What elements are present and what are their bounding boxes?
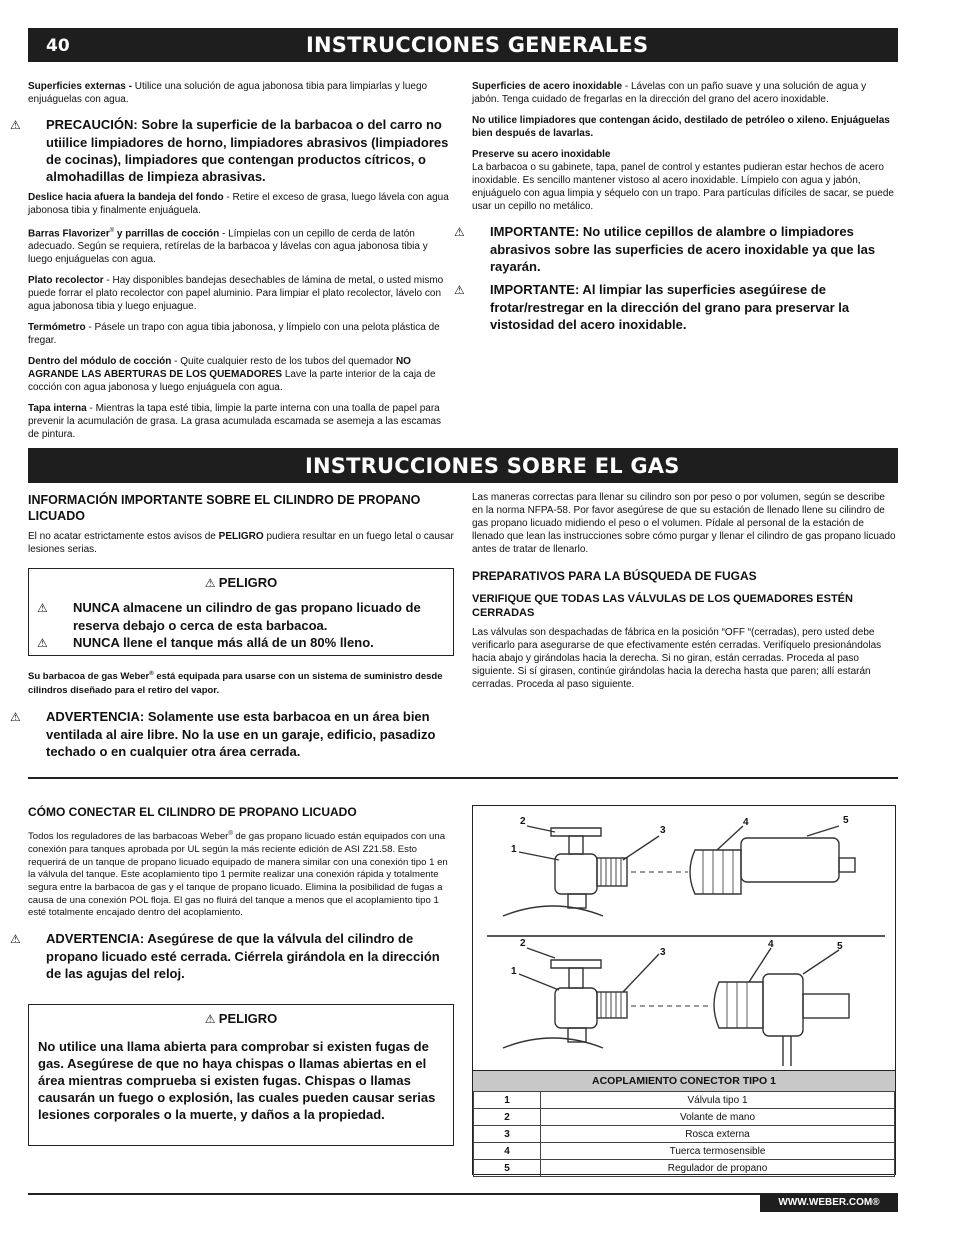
legend-row [474, 1143, 895, 1160]
page-number: 40 [46, 36, 70, 56]
danger-item-fill: ⚠ NUNCA llene el tanque más allá de un 80% lleno. [37, 635, 374, 650]
callout-5-bottom: 5 [837, 941, 843, 952]
general-right-column [454, 80, 896, 333]
valve-body-2 [555, 988, 597, 1028]
bottom-tray-paragraph: Deslice hacia afuera la bandeja del fondo - Retire el exceso de grasa, luego lávela con agua jabonosa tibia y finalmente enjuáguela. [28, 192, 449, 216]
warning-triangle-icon: ⚠ [37, 636, 48, 650]
legend-number: 3 [474, 1126, 541, 1143]
warning-triangle-icon: ⚠ [454, 283, 465, 297]
handwheel-1 [551, 828, 601, 836]
preserve-heading: Preserve su acero inoxidable [472, 149, 611, 160]
tank-top-curve-1 [503, 906, 603, 916]
leader-4-top [717, 826, 743, 850]
legend-table [473, 1091, 895, 1177]
cooking-box-paragraph: Dentro del módulo de cocción - Quite cualquier resto de los tubos del quemador NO AGRANDE LAS ABERTURAS DE LOS QUEMADORES Lave la parte interior de la caja de cocción con agua jabonosa y luego enjuáguela con agua. [28, 356, 436, 394]
tank-top-curve-2 [503, 1038, 603, 1048]
thermometer-paragraph: Termómetro - Pásele un trapo con agua tibia jabonosa, y límpielo con una pelota plástica de fregar. [28, 322, 440, 347]
stainless-paragraph: Superficies de acero inoxidable - Lávelas con un paño suave y una solución de agua y jabón. Tenga cuidado de fregarlas en la dirección del grano del acero inoxidable. [472, 81, 867, 105]
legend-row [474, 1126, 895, 1143]
valve-stem-1 [569, 836, 583, 854]
warning-triangle-icon: ⚠ [454, 225, 465, 239]
section-divider [28, 777, 898, 779]
callout-1-bottom: 1 [511, 966, 517, 977]
legend-title [473, 1070, 895, 1092]
warning-triangle-icon: ⚠ [10, 710, 21, 725]
callout-3-bottom: 3 [660, 947, 666, 958]
warning-triangle-icon: ⚠ [204, 576, 219, 590]
legend-table-wrap [473, 1091, 895, 1177]
legend-number: 5 [474, 1160, 541, 1177]
callout-2-top: 2 [520, 816, 526, 827]
footer-url-box [760, 1194, 898, 1212]
danger-item-storage: ⚠ NUNCA almacene un cilindro de gas propano licuado de reserva debajo o cerca de esta barbacoa. [37, 600, 421, 633]
thread-1 [597, 858, 627, 886]
danger-title-flame: ⚠ PELIGRO [204, 1011, 278, 1026]
legend-label: Rosca externa [541, 1126, 895, 1143]
drip-tray-paragraph: Plato recolector - Hay disponibles bandejas desechables de lámina de metal, o usted mismo puede forrar el plato recolector con papel aluminio. Para limpiar el plato recolector, lávelo con agua jabonosa tibia y luego enjuague. [28, 275, 444, 313]
valve-closed-warning: ⚠ ADVERTENCIA: Asegúrese de que la válvula del cilindro de propano licuado esté cerrada. Ciérrela girándola en la dirección de las agujas del reloj. [10, 931, 440, 982]
legend-number: 4 [474, 1143, 541, 1160]
flavorizer-bars-paragraph: Barras Flavorizer® y parrillas de cocción - Límpielas con un cepillo de cerda de latón adecuado. Según se requiera, retírelas de la barbacoa y lávelas con agua jabonosa tibia y luego enjuáguelas con agua. [28, 228, 428, 266]
warning-triangle-icon: ⚠ [37, 601, 48, 615]
caution-notice: ⚠ PRECAUCIÓN: Sobre la superficie de la barbacoa o del carro no utiilice limpiadores de horno, limpiadores abrasivos (limpiadores de cocinas), limpiadores que contengan productos cítricos, o almohadillas de limpieza abrasivas. [10, 117, 449, 184]
connect-paragraph: Todos los reguladores de las barbacoas Weber® de gas propano licuado están equipados con una conexión para tanques aprobada por UL según la más reciente edición de ASI Z21.58. Esto requerirá de un tanque de propano licuado equipado de manera similar con una conexión tipo 1 en la válvula del tanque. Este acoplamiento tipo 1 permite realizar una conexión rápida y totalmente segura entre la barbacoa de gas y el tanque de propano licuado. Elimina la posibilidad de fugas a causa de una conexión POL floja. El gas no fluirá del tanque a menos que el acoplamiento tipo 1 esté totalmente encajado dentro del acoplamiento. [28, 831, 448, 919]
callout-4-top: 4 [743, 817, 749, 828]
danger-title: ⚠ PELIGRO [204, 575, 278, 590]
danger-intro-paragraph: El no acatar estrictamente estos avisos de PELIGRO pudiera resultar en un fuego letal o causar lesiones serias. [28, 531, 454, 555]
callout-4-bottom: 4 [768, 939, 774, 950]
legend-label: Válvula tipo 1 [541, 1092, 895, 1109]
connect-heading: CÓMO CONECTAR EL CILINDRO DE PROPANO LICUADO [28, 805, 357, 819]
leader-2-bottom [527, 948, 555, 958]
regulator-5-top [741, 838, 839, 882]
danger-box-flame [28, 1004, 454, 1146]
warning-triangle-icon: ⚠ [10, 932, 21, 947]
legend-label: Regulador de propano [541, 1160, 895, 1177]
valves-paragraph: Las válvulas son despachadas de fábrica en la posición “OFF “(cerradas), pero usted debe verificarlo para asegurarse de que efectivamente estén cerradas. Verifíquelo presionándolas hacia abajo y girándolas hacia la derecha. Si no giran, están cerradas. Proceda al paso siguiente. Si sí girasen, continúe girándolas hacia la derecha hasta que paren; allí estarán cerradas. Proceda al paso siguiente. [472, 627, 882, 690]
valve-stem-2 [569, 968, 583, 988]
gas-left-lower [10, 667, 454, 760]
ventilation-warning: ⚠ ADVERTENCIA: Solamente use esta barbacoa en un área bien ventilada al aire libre. No la use en un garaje, edificio, pasadizo techado o en cualquier otra área cerrada. [10, 709, 436, 760]
leader-5-top [807, 826, 839, 836]
vapor-system-paragraph: Su barbacoa de gas Weber® está equipada para usarse con un sistema de suministro desde cilindros diseñado para el retiro del vapor. [28, 671, 443, 697]
no-acid-paragraph: No utilice limpiadores que contengan ácido, destilado de petróleo o xileno. Enjuáguelas bien después de lavarlas. [472, 115, 890, 139]
valve-body-1 [555, 854, 597, 894]
leak-prep-heading: PREPARATIVOS PARA LA BÚSQUEDA DE FUGAS [472, 569, 757, 583]
section-header-general [28, 28, 898, 62]
section-header-gas [28, 448, 898, 483]
valves-closed-subheading: VERIFIQUE QUE TODAS LAS VÁLVULAS DE LOS QUEMADORES ESTÉN CERRADAS [472, 593, 853, 619]
legend-row [474, 1092, 895, 1109]
callout-3-top: 3 [660, 825, 666, 836]
valve-neck-1 [568, 894, 586, 908]
leader-1-top [519, 852, 559, 860]
callout-2-bottom: 2 [520, 938, 526, 949]
gas-left-column [28, 492, 454, 556]
gas-right-column [472, 491, 896, 691]
leader-4-bottom [749, 948, 771, 982]
leader-3-top [623, 836, 659, 860]
callout-1-top: 1 [511, 844, 517, 855]
connector-diagram-box [472, 805, 896, 1175]
footer-url[interactable]: WWW.WEBER.COM® [778, 1197, 880, 1208]
warning-triangle-icon: ⚠ [10, 118, 21, 132]
danger-flame-text: No utilice una llama abierta para comprobar si existen fugas de gas. Asegúrese de que no haya chispas o llamas abiertas en el área mientras comprueba si existen fugas. Chispas o llamas causarán un fuego o explosión, las cuales pueden causar serias lesiones corporales o la muerte, y daños a la propiedad. [38, 1039, 436, 1122]
legend-label: Volante de mano [541, 1109, 895, 1126]
preserve-paragraph: La barbacoa o su gabinete, tapa, panel de control y estantes pudieran estar hechos de acero inoxidable. Es sencillo mantener vistoso al acero inoxidable. Límpielo con agua y jabón, enjuáguelo con agua limpia y séquelo con un trapo. Para partículas difíciles de sacar, se puede usar un cepillo no metálico. [472, 162, 894, 212]
legend-row [474, 1109, 895, 1126]
legend-row [474, 1160, 895, 1177]
legend-title-text: ACOPLAMIENTO CONECTOR TIPO 1 [592, 1075, 776, 1087]
leader-1-bottom [519, 974, 559, 990]
connect-left-column [10, 804, 454, 982]
external-surfaces-paragraph: Superficies externas - Utilice una solución de agua jabonosa tibia para limpiarlas y luego enjuáguelas con agua. [28, 81, 428, 105]
danger-box-storage [28, 568, 454, 656]
legend-number: 2 [474, 1109, 541, 1126]
connector-diagram [473, 806, 895, 1068]
inner-lid-paragraph: Tapa interna - Mientras la tapa esté tibia, limpie la parte interna con una toalla de papel para prevenir la acumulación de grasa. La grasa acumulada escamada se asemeja a las escamas de pintura. [28, 403, 442, 441]
legend-label: Tuerca termosensible [541, 1143, 895, 1160]
filling-paragraph: Las maneras correctas para llenar su cilindro son por peso o por volumen, según se describe en la norma NFPA-58. Por favor asegúrese de que su estación de llenado llene su cilindro de gas propano licuado midiendo el peso o el volumen. Pídale al personal de la estación de llenado que lean las instrucciones sobre cómo purgar y llenar el cilindro de gas propano licuado antes de tratar de llenarlo. [472, 492, 896, 555]
important-notice-2: ⚠ IMPORTANTE: Al limpiar las superficies asegúirese de frotar/restregar en la dirección del grano para preservar la vistosidad del acero inoxidable. [454, 282, 850, 332]
regulator-5-bottom [763, 974, 803, 1036]
warning-triangle-icon: ⚠ [204, 1012, 219, 1026]
legend-number: 1 [474, 1092, 541, 1109]
callout-5-top: 5 [843, 815, 849, 826]
leader-5-bottom [803, 950, 839, 974]
lp-cylinder-heading: INFORMACIÓN IMPORTANTE SOBRE EL CILINDRO DE PROPANO LICUADO [28, 493, 421, 523]
important-notice-1: ⚠ IMPORTANTE: No utilice cepillos de alambre o limpiadores abrasivos sobre las superficies de acero inoxidable ya que las rayarán. [454, 224, 876, 274]
thread-2 [597, 992, 627, 1018]
section-title-gas: INSTRUCCIONES SOBRE EL GAS [305, 454, 680, 478]
section-title-general: INSTRUCCIONES GENERALES [306, 33, 649, 57]
leader-3-bottom [623, 954, 659, 992]
nut-4-bottom [714, 982, 763, 1028]
handwheel-2 [551, 960, 601, 968]
general-left-column [10, 80, 454, 441]
